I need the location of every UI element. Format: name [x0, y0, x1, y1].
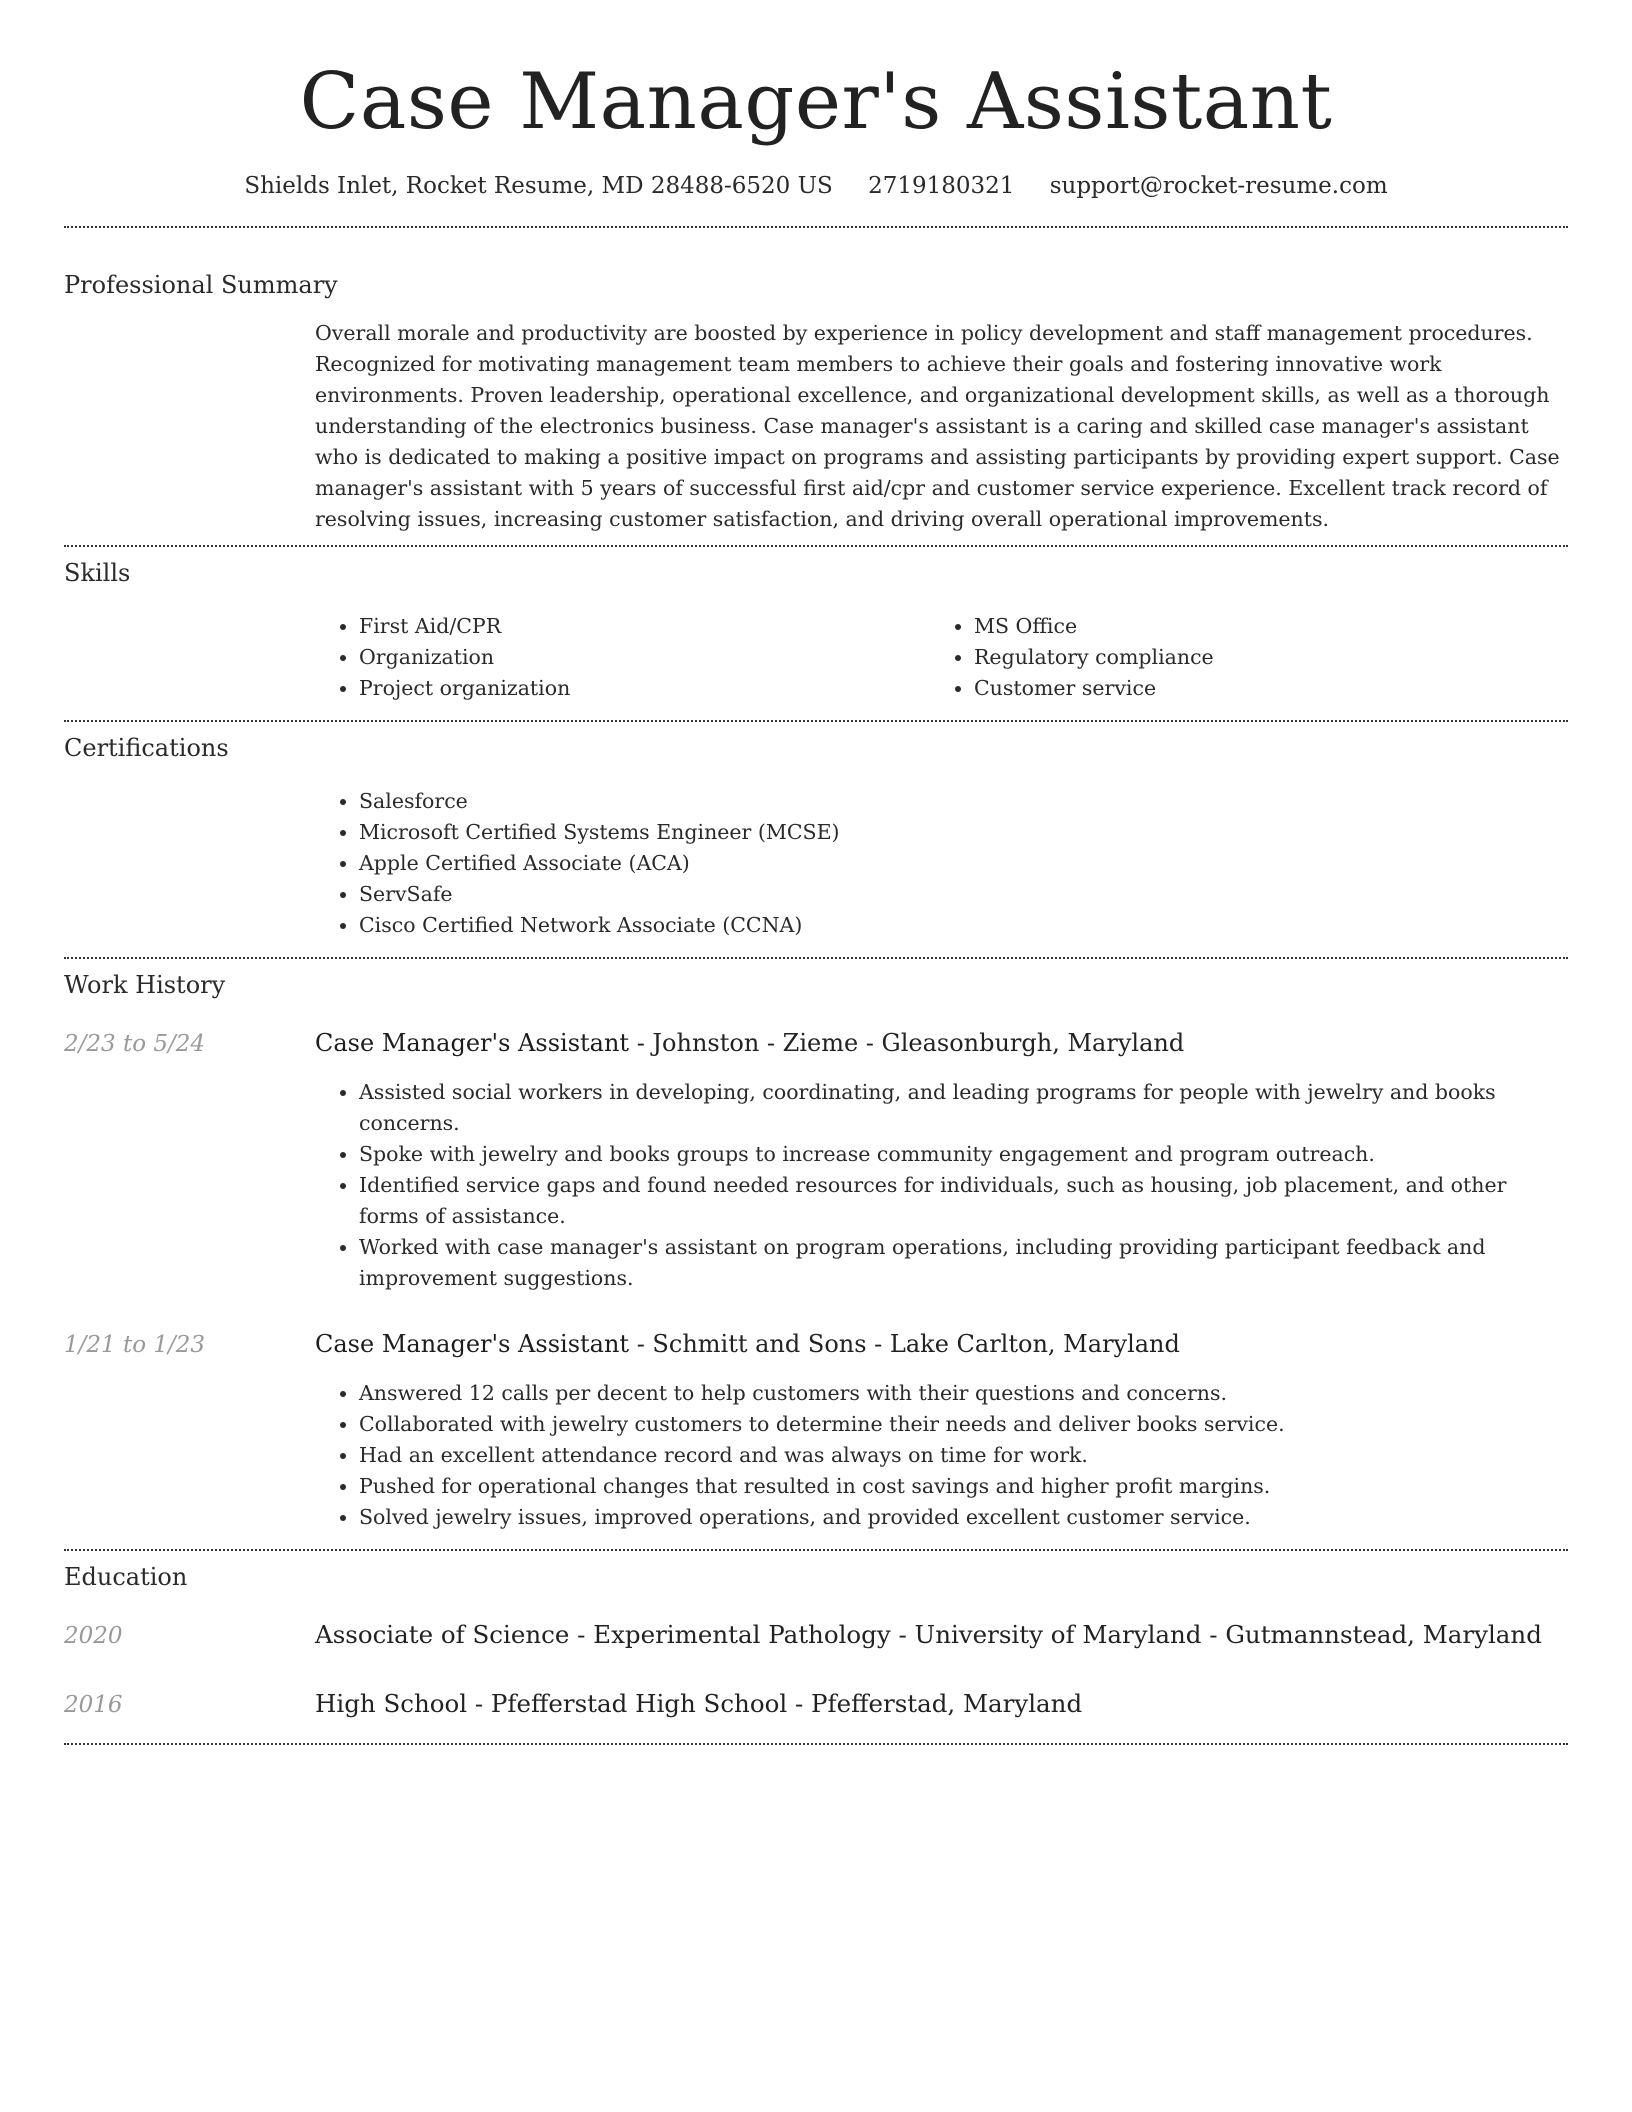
education-title	[315, 1619, 1542, 1651]
job-employer: - Schmitt and Sons - Lake Carlton, Maryland	[629, 1330, 1180, 1358]
job-duty: • Pushed for operational changes that resulted in cost savings and higher profit margins.	[359, 1471, 1568, 1502]
job-duty: • Spoke with jewelry and books groups to increase community engagement and program outreach.	[359, 1139, 1568, 1170]
job-bullets	[315, 1077, 1568, 1294]
job-entry	[64, 1328, 1568, 1533]
skill-item: • MS Office	[974, 611, 1568, 642]
divider	[64, 545, 1568, 547]
candidate-name: Case Manager's Assistant	[299, 57, 1333, 147]
education-school: - University of Maryland - Gutmannstead, Maryland	[890, 1620, 1542, 1649]
job-duty: • Had an excellent attendance record and was always on time for work.	[359, 1440, 1568, 1471]
section-title-summary: Professional Summary	[64, 271, 338, 299]
divider	[64, 226, 1568, 228]
job-title	[315, 1328, 1180, 1360]
divider	[64, 957, 1568, 959]
education-section	[64, 1561, 1568, 1721]
education-entry	[64, 1688, 1568, 1721]
education-school: - Pfefferstad High School - Pfefferstad, Maryland	[467, 1689, 1083, 1718]
skill-item: • Project organization	[359, 673, 930, 704]
skills-column-left	[315, 611, 930, 704]
education-year: 2016	[64, 1692, 123, 1718]
job-dates: 1/21 to 1/23	[64, 1332, 206, 1358]
certifications-section	[64, 732, 1568, 941]
certification-item: • ServSafe	[359, 879, 1568, 910]
job-duties	[315, 1378, 1568, 1533]
job-dates: 2/23 to 5/24	[64, 1031, 206, 1057]
job-header	[64, 1328, 1568, 1361]
divider	[64, 1549, 1568, 1551]
job-duty: • Collaborated with jewelry customers to determine their needs and deliver books service.	[359, 1409, 1568, 1440]
contact-phone: 2719180321	[868, 173, 1015, 199]
job-duty: • Answered 12 calls per decent to help customers with their questions and concerns.	[359, 1378, 1568, 1409]
certifications-list	[315, 786, 1568, 941]
education-degree: Associate of Science - Experimental Pathology	[315, 1620, 891, 1649]
education-year: 2020	[64, 1623, 123, 1649]
job-title	[315, 1027, 1184, 1059]
job-bullets	[315, 1378, 1568, 1533]
section-title-work-history: Work History	[64, 971, 226, 999]
certification-item: • Microsoft Certified Systems Engineer (MCSE)	[359, 817, 1568, 848]
skills-column-right	[930, 611, 1568, 704]
job-role: Case Manager's Assistant	[315, 1330, 630, 1358]
skill-item: • Organization	[359, 642, 930, 673]
section-title-skills: Skills	[64, 559, 131, 587]
education-title	[315, 1688, 1082, 1720]
skills-list	[315, 611, 1568, 704]
job-role: Case Manager's Assistant	[315, 1029, 630, 1057]
job-duty: • Solved jewelry issues, improved operations, and provided excellent customer service.	[359, 1502, 1568, 1533]
skill-item: • Regulatory compliance	[974, 642, 1568, 673]
education-degree: High School	[315, 1689, 468, 1718]
certifications-bullets	[315, 786, 1568, 941]
job-duty: • Identified service gaps and found needed resources for individuals, such as housing, job placement, and other forms of assistance.	[359, 1170, 1568, 1232]
job-duties	[315, 1077, 1568, 1294]
job-entry	[64, 1027, 1568, 1294]
contact-line	[64, 170, 1568, 202]
skill-item: • Customer service	[974, 673, 1568, 704]
summary-section	[64, 269, 1568, 535]
work-history-section	[64, 969, 1568, 1533]
job-duty: • Worked with case manager's assistant on program operations, including providing participant feedback and improvement suggestions.	[359, 1232, 1568, 1294]
contact-address: Shields Inlet, Rocket Resume, MD 28488-6520 US	[244, 173, 833, 199]
job-employer: - Johnston - Zieme - Gleasonburgh, Maryland	[629, 1029, 1185, 1057]
section-title-education: Education	[64, 1563, 188, 1591]
skill-item: • First Aid/CPR	[359, 611, 930, 642]
divider	[64, 720, 1568, 722]
contact-email: support@rocket-resume.com	[1049, 173, 1388, 199]
section-title-certifications: Certifications	[64, 734, 229, 762]
certification-item: • Cisco Certified Network Associate (CCNA)	[359, 910, 1568, 941]
certification-item: • Apple Certified Associate (ACA)	[359, 848, 1568, 879]
education-entry	[64, 1619, 1568, 1652]
certification-item: • Salesforce	[359, 786, 1568, 817]
divider	[64, 1743, 1568, 1745]
job-duty: • Assisted social workers in developing, coordinating, and leading programs for people with jewelry and books concerns.	[359, 1077, 1568, 1139]
summary-text: Overall morale and productivity are boosted by experience in policy development and staff management procedures. Recognized for motivating management team members to achieve their goals and fostering innovative work environments. Proven leadership, operational excellence, and organizational development skills, as well as a thorough understanding of the electronics business. Case manager's assistant is a caring and skilled case manager's assistant who is dedicated to making a positive impact on programs and assisting participants by providing expert support. Case manager's assistant with 5 years of successful first aid/cpr and customer service experience. Excellent track record of resolving issues, increasing customer satisfaction, and driving overall operational improvements.	[315, 321, 1560, 531]
job-header	[64, 1027, 1568, 1060]
skills-section	[64, 557, 1568, 704]
